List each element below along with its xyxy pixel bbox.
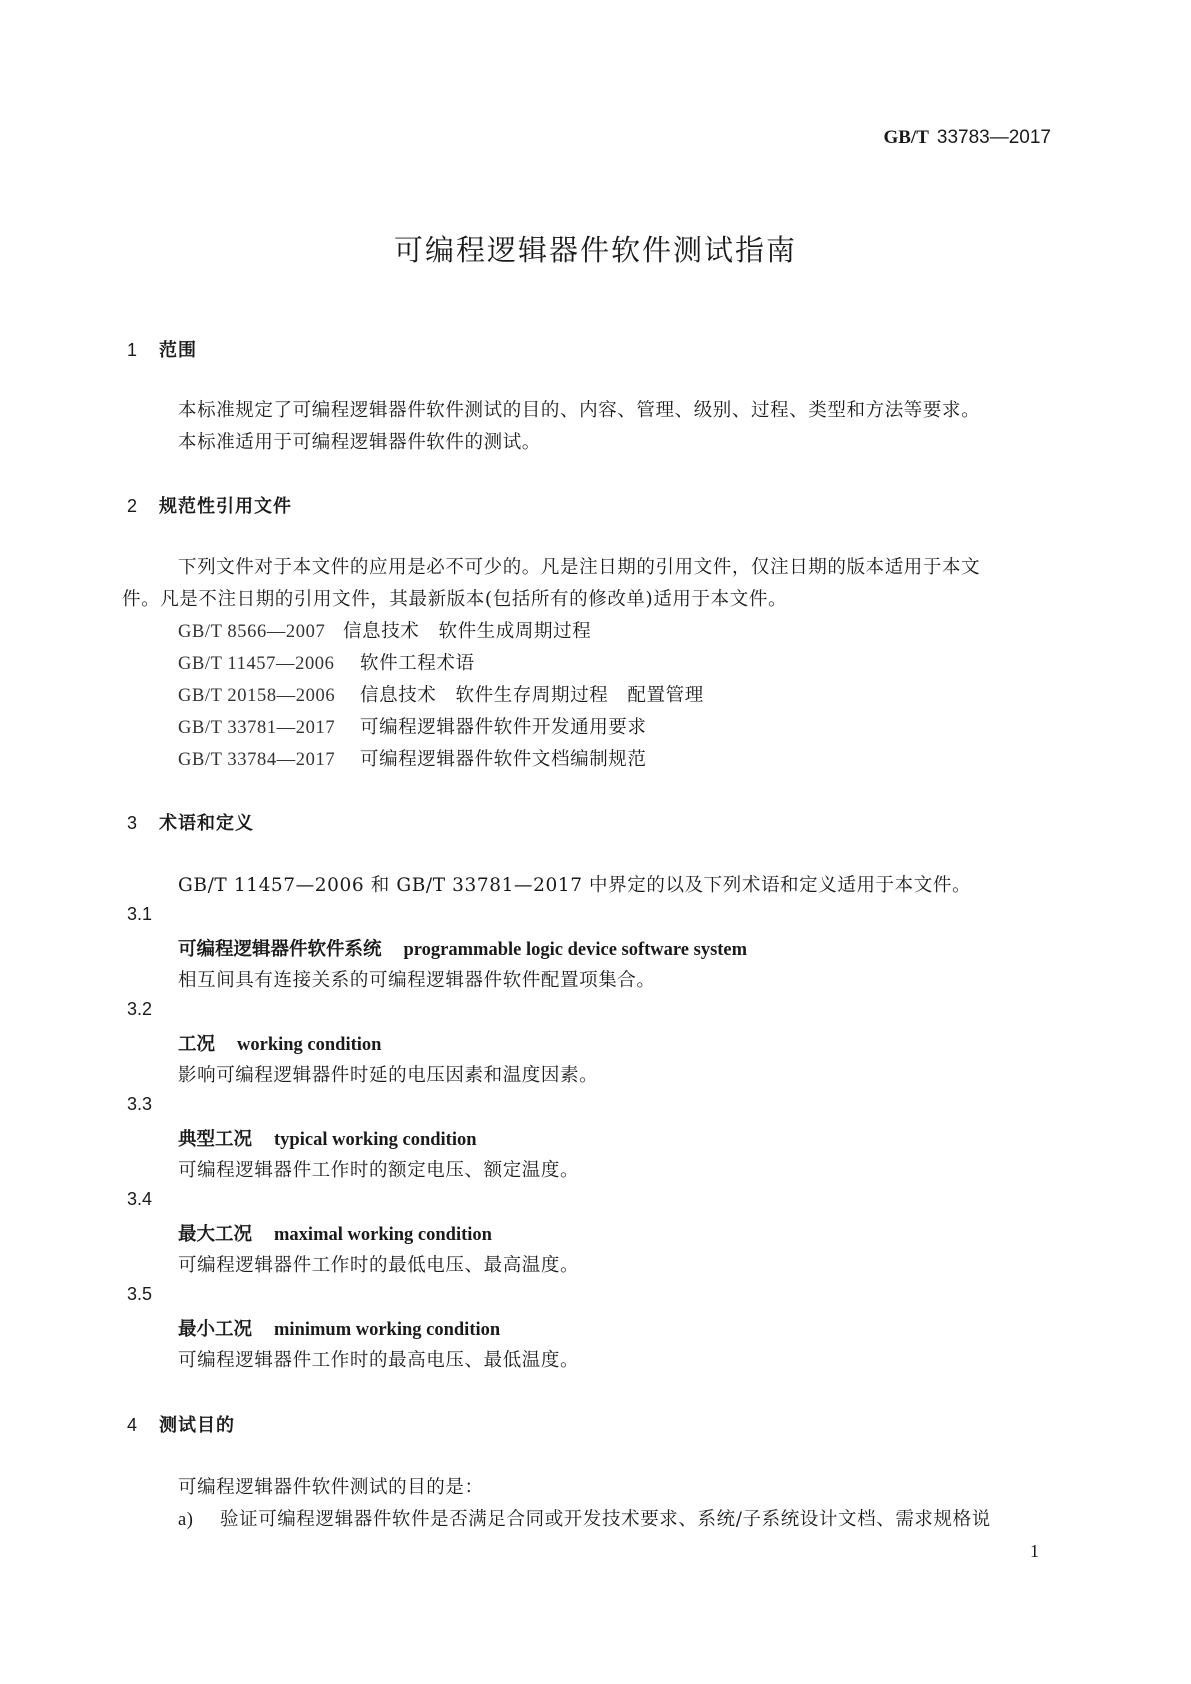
page-number: 1	[1030, 1541, 1039, 1561]
section-number: 3	[127, 813, 139, 833]
standard-prefix: GB/T	[883, 127, 929, 148]
term-heading	[178, 1315, 500, 1341]
term-zh: 最小工况	[178, 1319, 253, 1340]
term-zh: 典型工况	[178, 1129, 253, 1150]
term-number: 3.3	[127, 1094, 153, 1114]
reference-code: GB/T 20158—2006	[178, 686, 336, 706]
reference-item	[178, 649, 475, 675]
term-en: minimum working condition	[274, 1320, 501, 1340]
term-en: typical working condition	[274, 1130, 477, 1150]
paragraph: 下列文件对于本文件的应用是必不可少的。凡是注日期的引用文件，仅注日期的版本适用于本文	[178, 557, 981, 578]
section-title: 范围	[159, 340, 197, 361]
paragraph: GB/T 11457—2006 和 GB/T 33781—2017 中界定的以及下列术语和定义适用于本文件。	[178, 875, 972, 896]
paragraph: 本标准规定了可编程逻辑器件软件测试的目的、内容、管理、级别、过程、类型和方法等要求。	[178, 400, 981, 421]
term-number: 3.5	[127, 1284, 153, 1304]
term-en: programmable logic device software system	[403, 940, 748, 960]
term-en: working condition	[237, 1035, 382, 1055]
reference-title: 信息技术 软件生成周期过程	[343, 621, 592, 642]
section-number: 1	[127, 340, 139, 360]
term-definition: 相互间具有连接关系的可编程逻辑器件软件配置项集合。	[178, 970, 656, 991]
reference-item	[178, 681, 704, 707]
reference-title: 信息技术 软件生存周期过程 配置管理	[360, 685, 704, 706]
reference-code: GB/T 8566—2007	[178, 622, 326, 642]
section-number: 2	[127, 496, 139, 516]
reference-code: GB/T 11457—2006	[178, 654, 335, 674]
reference-title: 可编程逻辑器件软件开发通用要求	[360, 717, 647, 738]
reference-code: GB/T 33781—2017	[178, 718, 336, 738]
paragraph: 件。凡是不注日期的引用文件，其最新版本(包括所有的修改单)适用于本文件。	[122, 589, 788, 610]
section-4-heading	[127, 1411, 235, 1437]
term-heading	[178, 1125, 477, 1151]
term-en: maximal working condition	[274, 1225, 492, 1245]
standard-code	[0, 126, 1051, 149]
list-item	[178, 1505, 991, 1531]
paragraph: 本标准适用于可编程逻辑器件软件的测试。	[178, 432, 541, 453]
list-label: a)	[178, 1510, 194, 1530]
reference-item	[178, 617, 591, 643]
paragraph: 可编程逻辑器件软件测试的目的是：	[178, 1477, 484, 1498]
document-title: 可编程逻辑器件软件测试指南	[393, 233, 797, 267]
term-number: 3.2	[127, 999, 153, 1019]
reference-title: 可编程逻辑器件软件文档编制规范	[360, 749, 647, 770]
section-title: 测试目的	[159, 1415, 235, 1436]
reference-code: GB/T 33784—2017	[178, 750, 336, 770]
section-number: 4	[127, 1415, 139, 1435]
term-definition: 可编程逻辑器件工作时的最低电压、最高温度。	[178, 1255, 580, 1276]
term-heading	[178, 935, 747, 961]
term-zh: 工况	[178, 1034, 216, 1055]
reference-item	[178, 745, 647, 771]
term-definition: 可编程逻辑器件工作时的最高电压、最低温度。	[178, 1350, 580, 1371]
term-number: 3.1	[127, 904, 153, 924]
term-heading	[178, 1030, 381, 1056]
section-title: 规范性引用文件	[159, 496, 292, 517]
term-number: 3.4	[127, 1189, 153, 1209]
section-title: 术语和定义	[159, 813, 254, 834]
list-text: 验证可编程逻辑器件软件是否满足合同或开发技术要求、系统/子系统设计文档、需求规格说	[220, 1509, 991, 1530]
reference-title: 软件工程术语	[360, 653, 475, 674]
section-2-heading	[127, 492, 292, 518]
term-zh: 可编程逻辑器件软件系统	[178, 939, 382, 960]
term-definition: 可编程逻辑器件工作时的额定电压、额定温度。	[178, 1160, 580, 1181]
standard-number: 33783—2017	[936, 127, 1051, 148]
section-3-heading	[127, 809, 254, 835]
term-definition: 影响可编程逻辑器件时延的电压因素和温度因素。	[178, 1065, 599, 1086]
term-zh: 最大工况	[178, 1224, 253, 1245]
term-heading	[178, 1220, 492, 1246]
section-1-heading	[127, 336, 197, 362]
reference-item	[178, 713, 647, 739]
